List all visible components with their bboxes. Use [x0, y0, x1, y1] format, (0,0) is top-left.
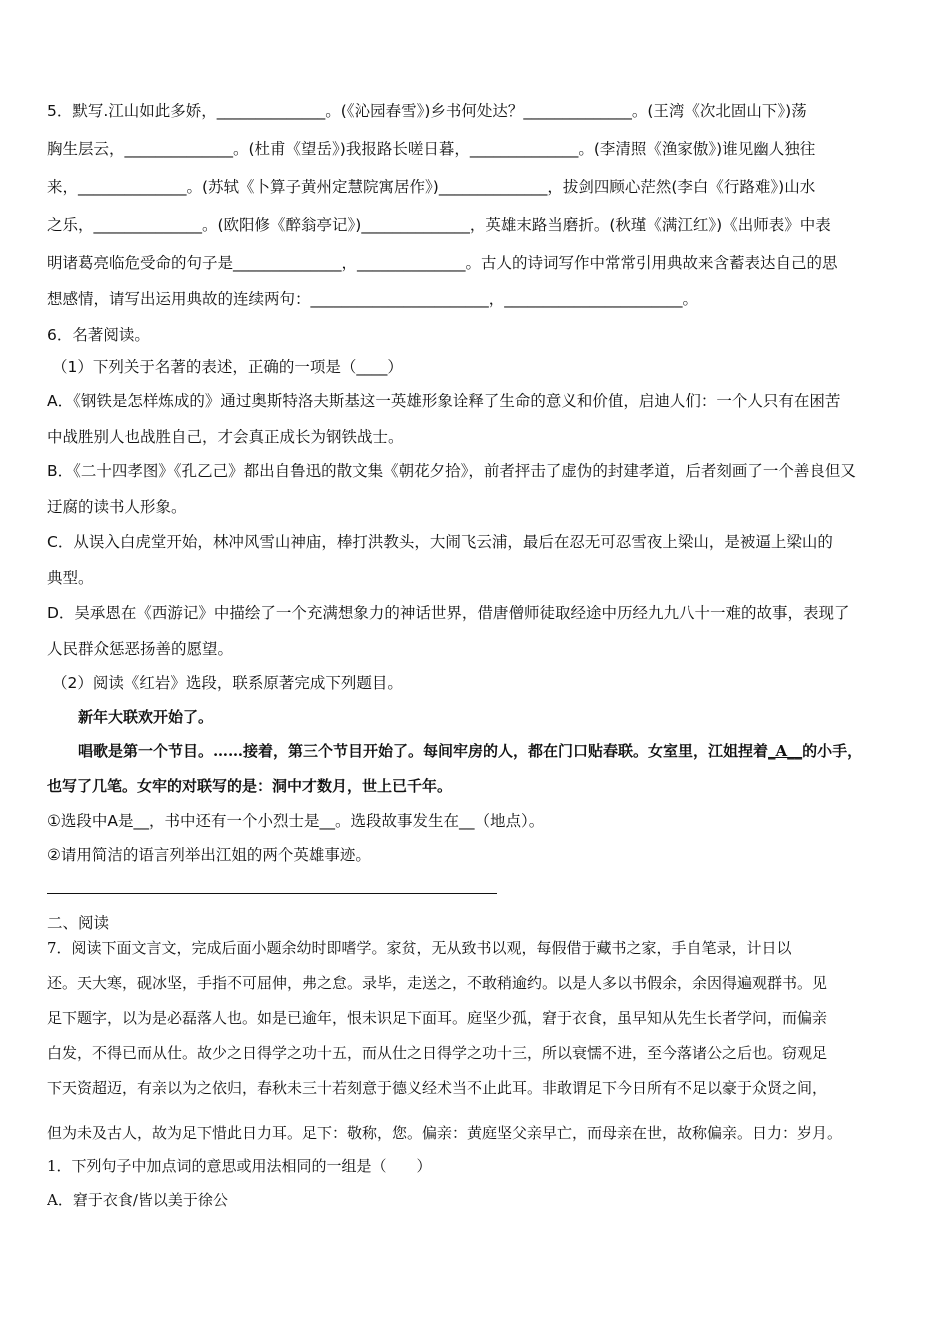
passage-line-2 [78, 739, 908, 763]
passage-line-2-text: 唱歌是第一个节目。……接着，第三个节目开始了。每间牢房的人，都在门口贴春联。女室里，江姐捏着 [78, 742, 769, 760]
section-2-heading: 二、阅读 [47, 914, 110, 932]
q6-optionA-line-2: 中战胜别人也战胜自己，才会真正成长为钢铁战士。 [47, 428, 404, 446]
classical-text-line-5: 下天资超迈，有亲以为之依归，春秋未三十若刻意于德义经术当不止此耳。非敢谓足下今日所有不足以豪于众贤之间， [47, 1079, 828, 1097]
q6-optionA-line-1: A．《钢铁是怎样炼成的》通过奥斯特洛夫斯基这一英雄形象诠释了生命的意义和价值，启迪人们：一个人只有在困苦 [47, 392, 841, 410]
q5-line-4: 之乐，______________。(欧阳修《醉翁亭记》)______________，英雄末路当磨折。(秋瑾《满江红》)《出师表》中表 [47, 216, 831, 234]
q6-question-2: ②请用简洁的语言列举出江姐的两个英雄事迹。 [47, 846, 371, 864]
classical-text-line-1: 7．阅读下面文言文，完成后面小题余幼时即嗜学。家贫，无从致书以观，每假借于藏书之家，手自笔录，计日以 [47, 939, 792, 957]
q5-line-6: 想感情，请写出运用典故的连续两句：_______________________，_______________________。 [47, 290, 699, 308]
sub-question-1: 1．下列句子中加点词的意思或用法相同的一组是（ ） [47, 1157, 432, 1175]
classical-text-line-2: 还。天大寒，砚冰坚，手指不可屈伸，弗之怠。录毕，走送之，不敢稍逾约。以是人多以书假余，余因得遍观群书。见 [47, 974, 828, 992]
q6-optionC-line-1: C．从误入白虎堂开始，林冲风雪山神庙，棒打洪教头，大闹飞云浦，最后在忍无可忍雪夜上梁山，是被逼上梁山的 [47, 533, 833, 551]
answer-line [47, 893, 497, 894]
passage-blank-A: _A__ [768, 742, 803, 760]
q6-optionD-line-1: D．吴承恩在《西游记》中描绘了一个充满想象力的神话世界，借唐僧师徒取经途中历经九九八十一难的故事，表现了 [47, 604, 850, 622]
q6-sub2: （2）阅读《红岩》选段，联系原著完成下列题目。 [52, 674, 403, 692]
q5-line-5: 明诸葛亮临危受命的句子是______________，______________。古人的诗词写作中常常引用典故来含蓄表达自己的思 [47, 254, 838, 272]
passage-line-2-tail: 的小手， [802, 742, 863, 760]
q5-line-1: 5．默写.江山如此多娇，______________。(《沁园春雪》)乡书何处达？______________。(王湾《次北固山下》)荡 [47, 102, 807, 120]
q5-line-2: 胸生层云，______________。(杜甫《望岳》)我报路长嗟日暮，______________。(李清照《渔家傲》)谁见幽人独往 [47, 140, 816, 158]
q6-optionC-line-2: 典型。 [47, 569, 94, 587]
q6-question-1: ①选段中A是__，书中还有一个小烈士是__。选段故事发生在__（地点）。 [47, 812, 545, 830]
q6-sub1: （1）下列关于名著的表述，正确的一项是（____） [52, 358, 403, 376]
classical-text-line-6: 但为未及古人，故为足下惜此日力耳。足下：敬称，您。偏亲：黄庭坚父亲早亡，而母亲在世，故称偏亲。日力：岁月。 [47, 1124, 843, 1142]
q6-optionB-line-1: B．《二十四孝图》《孔乙己》都出自鲁迅的散文集《朝花夕拾》，前者抨击了虚伪的封建孝道，后者刻画了一个善良但又 [47, 462, 856, 480]
q6-heading: 6．名著阅读。 [47, 326, 150, 344]
q5-line-3: 来，______________。(苏轼《卜算子黄州定慧院寓居作》)______________，拔剑四顾心茫然(李白《行路难》)山水 [47, 178, 816, 196]
passage-line-1: 新年大联欢开始了。 [78, 708, 214, 726]
q6-optionD-line-2: 人民群众惩恶扬善的愿望。 [47, 640, 234, 658]
classical-text-line-4: 白发，不得已而从仕。故少之日得学之功十五，而从仕之日得学之功十三，所以衰懦不进，至今落诸公之后也。窃观足 [47, 1044, 828, 1062]
passage-line-3: 也写了几笔。女牢的对联写的是：洞中才数月，世上已千年。 [47, 777, 453, 795]
q6-optionB-line-2: 迂腐的读书人形象。 [47, 498, 187, 516]
classical-text-line-3: 足下题字，以为是必磊落人也。如是已逾年，恨未识足下面耳。庭坚少孤，窘于衣食，虽早知从先生长者学问，而偏亲 [47, 1009, 828, 1027]
sub-question-1-option-A: A．窘于衣食/皆以美于徐公 [47, 1191, 228, 1209]
